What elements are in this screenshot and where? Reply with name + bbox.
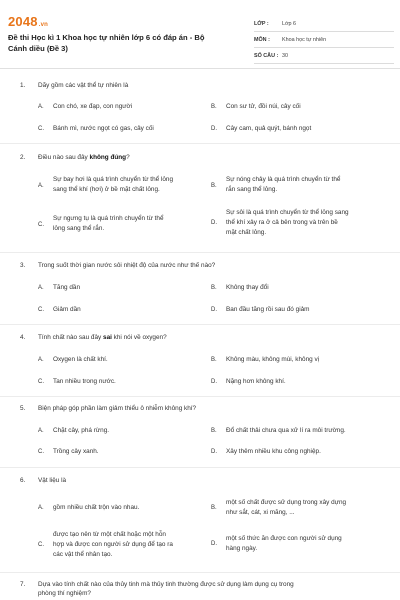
meta-value: 30 xyxy=(282,52,288,59)
header-divider xyxy=(0,68,400,69)
page-title: Đề thi Học kì 1 Khoa học tự nhiên lớp 6 có đáp án - Bộ Cánh diều (Đề 3) xyxy=(8,33,205,53)
site-logo[interactable] xyxy=(8,14,48,29)
logo-text: 2048 xyxy=(8,14,38,29)
question-divider xyxy=(0,572,400,573)
question-divider xyxy=(0,467,400,468)
exam-meta-table xyxy=(254,16,394,64)
question-divider xyxy=(0,143,400,144)
question-text: 3. Trong suốt thời gian nước sôi nhiệt độ của nước như thế nào? xyxy=(20,262,216,269)
question-divider xyxy=(0,396,400,397)
meta-row-grade xyxy=(254,16,394,32)
logo-suffix: .vn xyxy=(38,22,49,28)
document-page: 2048.vn Đề thi Học kì 1 Khoa học tự nhiên lớp 6 có đáp án - Bộ Cánh diều (Đề 3) LỚP : Lớp 6 MÔN : Khoa học tự nhiên SỐ CÂU : 30 1. Dãy gồm các vật thể tự nhiên là A. Con chó, xe đạp, con người B. Con sư tử, đồi núi, cây cối C. Bánh mì, nước ngọt có gas, cây cối D. Cây cam, quả quýt, bánh ngọt 2. Điều nào sau đây không đúng? A. Sự bay hơi là quá trình chuyển từ thể lỏng sang thể khí (hơi) ở bề mặt chất lỏng. B. Sự nóng chảy là quá trình chuyển từ thể rắn sang thể lỏng. C. Sự ngưng tụ là quá trình chuyển từ thể lỏng sang thể rắn. D. Sự sôi là quá trình chuyển từ thể lỏng sang thể khí xảy ra ở cả bên trong và trên bề mặt chất lỏng. 3. Trong suốt thời gian nước sôi nhiệt độ của nước như thế nào? A. Tăng dần B. Không thay đổi C. Giảm dần D. Ban đầu tăng rồi sau đó giảm 4. Tính chất nào sau đây sai khi nói về oxygen? A. Oxygen là chất khí. B. Không màu, không mùi, không vị C. Tan nhiều trong nước. D. Nặng hơn không khí. 5. Biện pháp góp phần làm giảm thiểu ô nhiễm không khí? A. Chặt cây, phá rừng. B. Đổ chất thải chưa qua xử lí ra môi trường. C. Trồng cây xanh. D. Xây thêm nhiều khu công nghiệp. 6. Vật liệu là A. gồm nhiều chất trộn vào nhau. B. một số chất được sử dụng trong xây dựng như sắt, cát, xi măng, ... C. được tạo nên từ một chất hoặc một hỗn hợp và được con người sử dụng để tạo ra các vật thể nhân tạo. D. một số thức ăn được con người sử dụng hàng ngày. 7. Dựa vào tính chất nào của thủy tinh mà thủy tinh thường được sử dụng làm dụng cụ trong phòng thí nghiệm? xyxy=(0,0,400,600)
question-text: 4. Tính chất nào sau đây sai khi nói về oxygen? xyxy=(20,334,167,341)
meta-value: Khoa học tự nhiên xyxy=(282,36,327,43)
question-text: 7. Dựa vào tính chất nào của thủy tinh mà thủy tinh thường được sử dụng làm dụng cụ trong phòng thí nghiệm? xyxy=(20,581,294,597)
question-text: 5. Biện pháp góp phần làm giảm thiểu ô nhiễm không khí? xyxy=(20,405,197,412)
meta-value: Lớp 6 xyxy=(282,20,297,27)
meta-row-count xyxy=(254,48,394,64)
question-text: 1. Dãy gồm các vật thể tự nhiên là xyxy=(20,82,129,89)
question-text: 2. Điều nào sau đây không đúng? xyxy=(20,154,130,161)
question-divider xyxy=(0,252,400,253)
meta-key: LỚP : xyxy=(254,20,269,27)
meta-key: MÔN : xyxy=(254,36,270,43)
meta-row-subject xyxy=(254,32,394,48)
question-text: 6. Vật liệu là xyxy=(20,477,67,484)
question-divider xyxy=(0,324,400,325)
meta-key: SỐ CÂU : xyxy=(254,52,279,59)
